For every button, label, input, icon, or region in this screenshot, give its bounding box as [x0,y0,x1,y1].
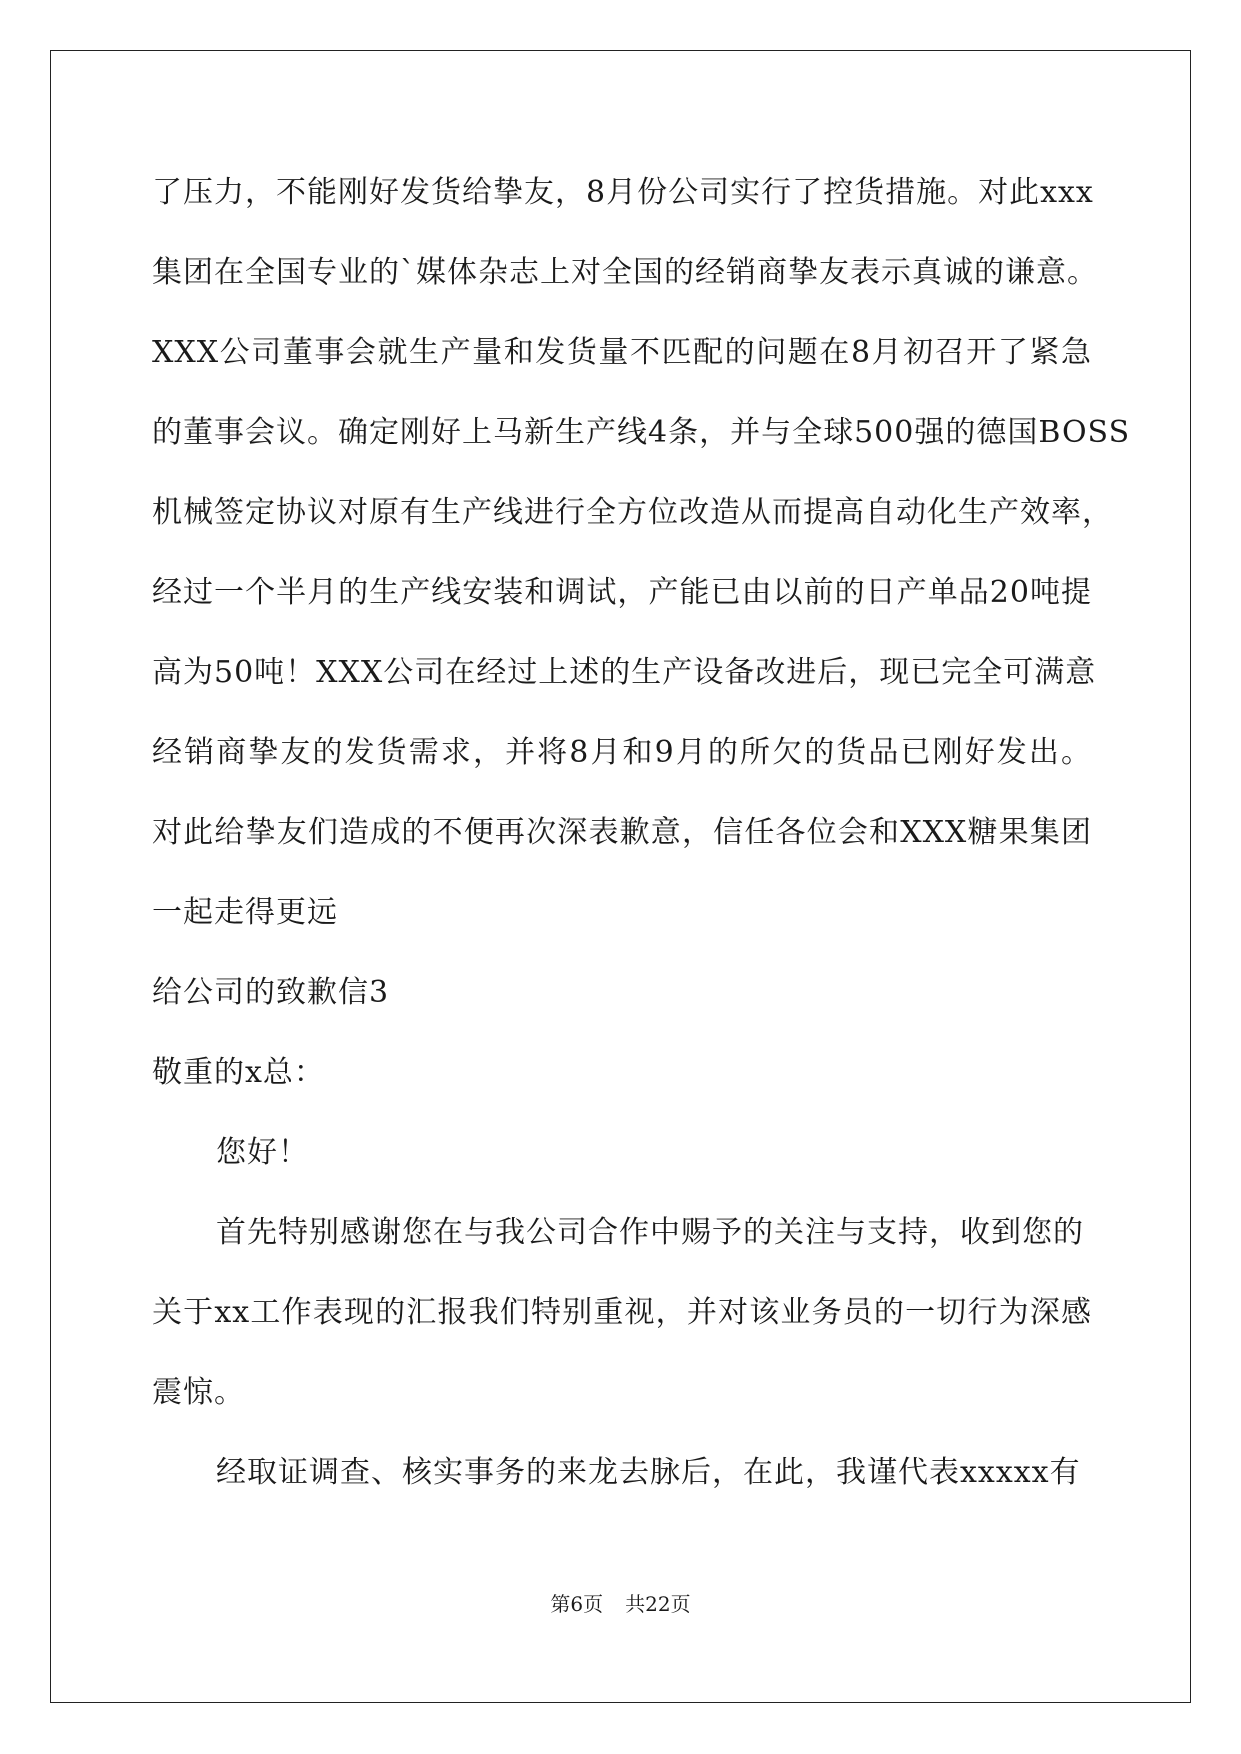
page-number: 第6页 [550,1592,604,1616]
body-line-4: 的董事会议。确定刚好上马新生产线4条，并与全球500强的德国BOSS [152,415,1131,450]
body-line-14: 首先特别感谢您在与我公司合作中赐予的关注与支持，收到您的 [216,1215,1084,1250]
body-line-8: 经销商挚友的发货需求，并将8月和9月的所欠的货品已刚好发出。 [152,735,1092,770]
section-heading: 给公司的致歉信3 [152,975,390,1010]
body-line-17: 经取证调查、核实事务的来龙去脉后，在此，我谨代表xxxxx有 [216,1455,1081,1490]
page-total: 共22页 [625,1592,691,1616]
document-body [152,163,1131,1523]
page-footer [0,1591,1241,1617]
body-line-15: 关于xx工作表现的汇报我们特别重视，并对该业务员的一切行为深感 [152,1295,1092,1330]
salutation: 敬重的x总： [152,1055,325,1090]
body-line-3: XXX公司董事会就生产量和发货量不匹配的问题在8月初召开了紧急 [152,335,1092,370]
body-line-10: 一起走得更远 [152,895,338,930]
body-line-7: 高为50吨！XXX公司在经过上述的生产设备改进后，现已完全可满意 [152,655,1097,690]
body-line-9: 对此给挚友们造成的不便再次深表歉意，信任各位会和XXX糖果集团 [152,815,1092,850]
body-line-16: 震惊。 [152,1375,245,1410]
greeting: 您好！ [216,1135,309,1170]
body-line-2: 集团在全国专业的`媒体杂志上对全国的经销商挚友表示真诚的谦意。 [152,255,1098,290]
body-line-1: 了压力，不能刚好发货给挚友，8月份公司实行了控货措施。对此xxx [152,175,1094,210]
body-line-5: 机械签定协议对原有生产线进行全方位改造从而提高自动化生产效率， [152,495,1113,530]
body-line-6: 经过一个半月的生产线安装和调试，产能已由以前的日产单品20吨提 [152,575,1092,610]
